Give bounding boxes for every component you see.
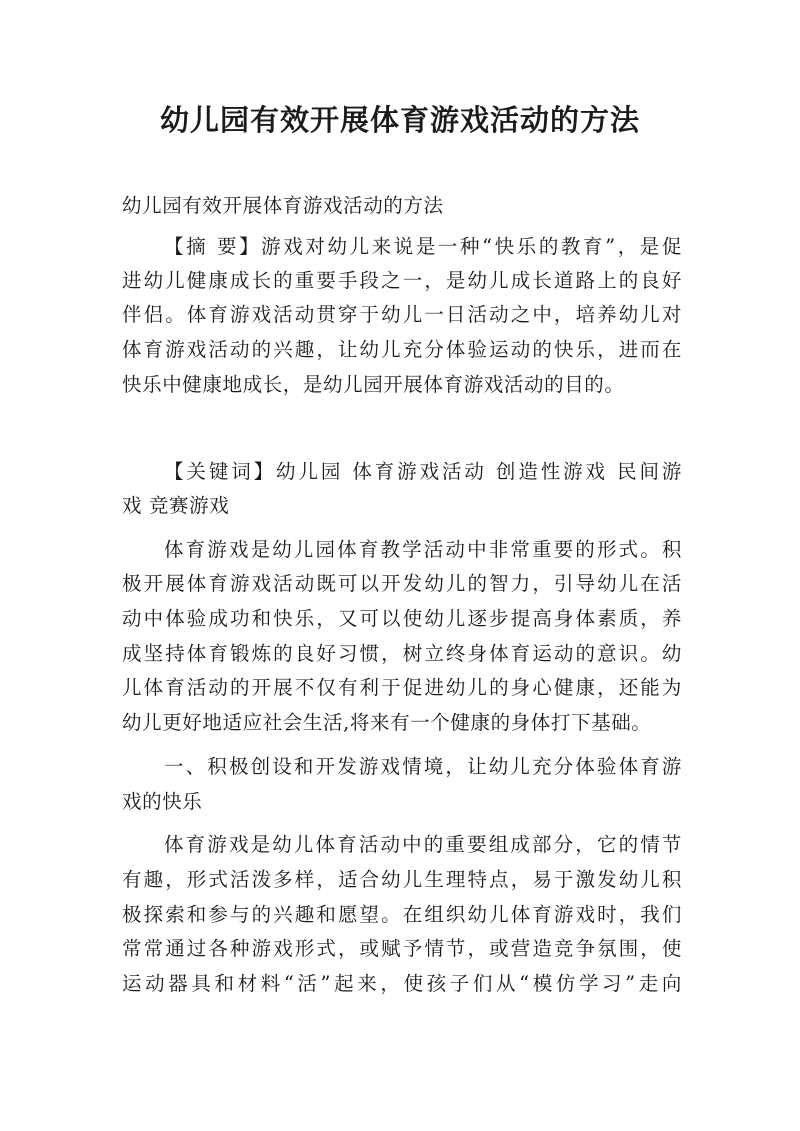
subtitle-line: 幼儿园有效开展体育游戏活动的方法 [122, 194, 444, 217]
body-line: 有趣，形式活泼多样，适合幼儿生理特点，易于激发幼儿积 [122, 868, 682, 891]
abstract-line: 伴侣。体育游戏活动贯穿于幼儿一日活动之中，培养幼儿对 [122, 303, 682, 326]
body-line: 极探索和参与的兴趣和愿望。在组织幼儿体育游戏时，我们 [122, 903, 682, 926]
body-line: 儿体育活动的开展不仅有利于促进幼儿的身心健康，还能为 [122, 676, 682, 699]
keywords-line: 【关键词】幼儿园 体育游戏活动 创造性游戏 民间游 [164, 460, 682, 483]
body-line: 幼儿更好地适应社会生活,将来有一个健康的身体打下基础。 [122, 711, 652, 734]
section-heading-line: 一、积极创设和开发游戏情境，让幼儿充分体验体育游 [164, 755, 682, 778]
section-heading-line: 戏的快乐 [122, 790, 203, 813]
abstract-line: 【摘 要】游戏对幼儿来说是一种“快乐的教育”，是促 [164, 235, 682, 258]
body-line: 成坚持体育锻炼的良好习惯，树立终身体育运动的意识。幼 [122, 642, 682, 665]
body-line: 体育游戏是幼儿园体育教学活动中非常重要的形式。积 [164, 538, 682, 561]
abstract-line: 进幼儿健康成长的重要手段之一，是幼儿成长道路上的良好 [122, 269, 682, 292]
keywords-line: 戏 竞赛游戏 [122, 494, 230, 517]
body-line: 极开展体育游戏活动既可以开发幼儿的智力，引导幼儿在活 [122, 572, 682, 595]
body-line: 运动器具和材料“活”起来，使孩子们从“模仿学习”走向 [122, 972, 682, 995]
body-line: 体育游戏是幼儿体育活动中的重要组成部分，它的情节 [164, 833, 682, 856]
body-line: 动中体验成功和快乐，又可以使幼儿逐步提高身体素质，养 [122, 607, 682, 630]
abstract-line: 快乐中健康地成长，是幼儿园开展体育游戏活动的目的。 [122, 373, 625, 396]
abstract-line: 体育游戏活动的兴趣，让幼儿充分体验运动的快乐，进而在 [122, 338, 682, 361]
body-line: 常常通过各种游戏形式，或赋予情节，或营造竞争氛围，使 [122, 937, 682, 960]
document-title: 幼儿园有效开展体育游戏活动的方法 [159, 103, 640, 137]
